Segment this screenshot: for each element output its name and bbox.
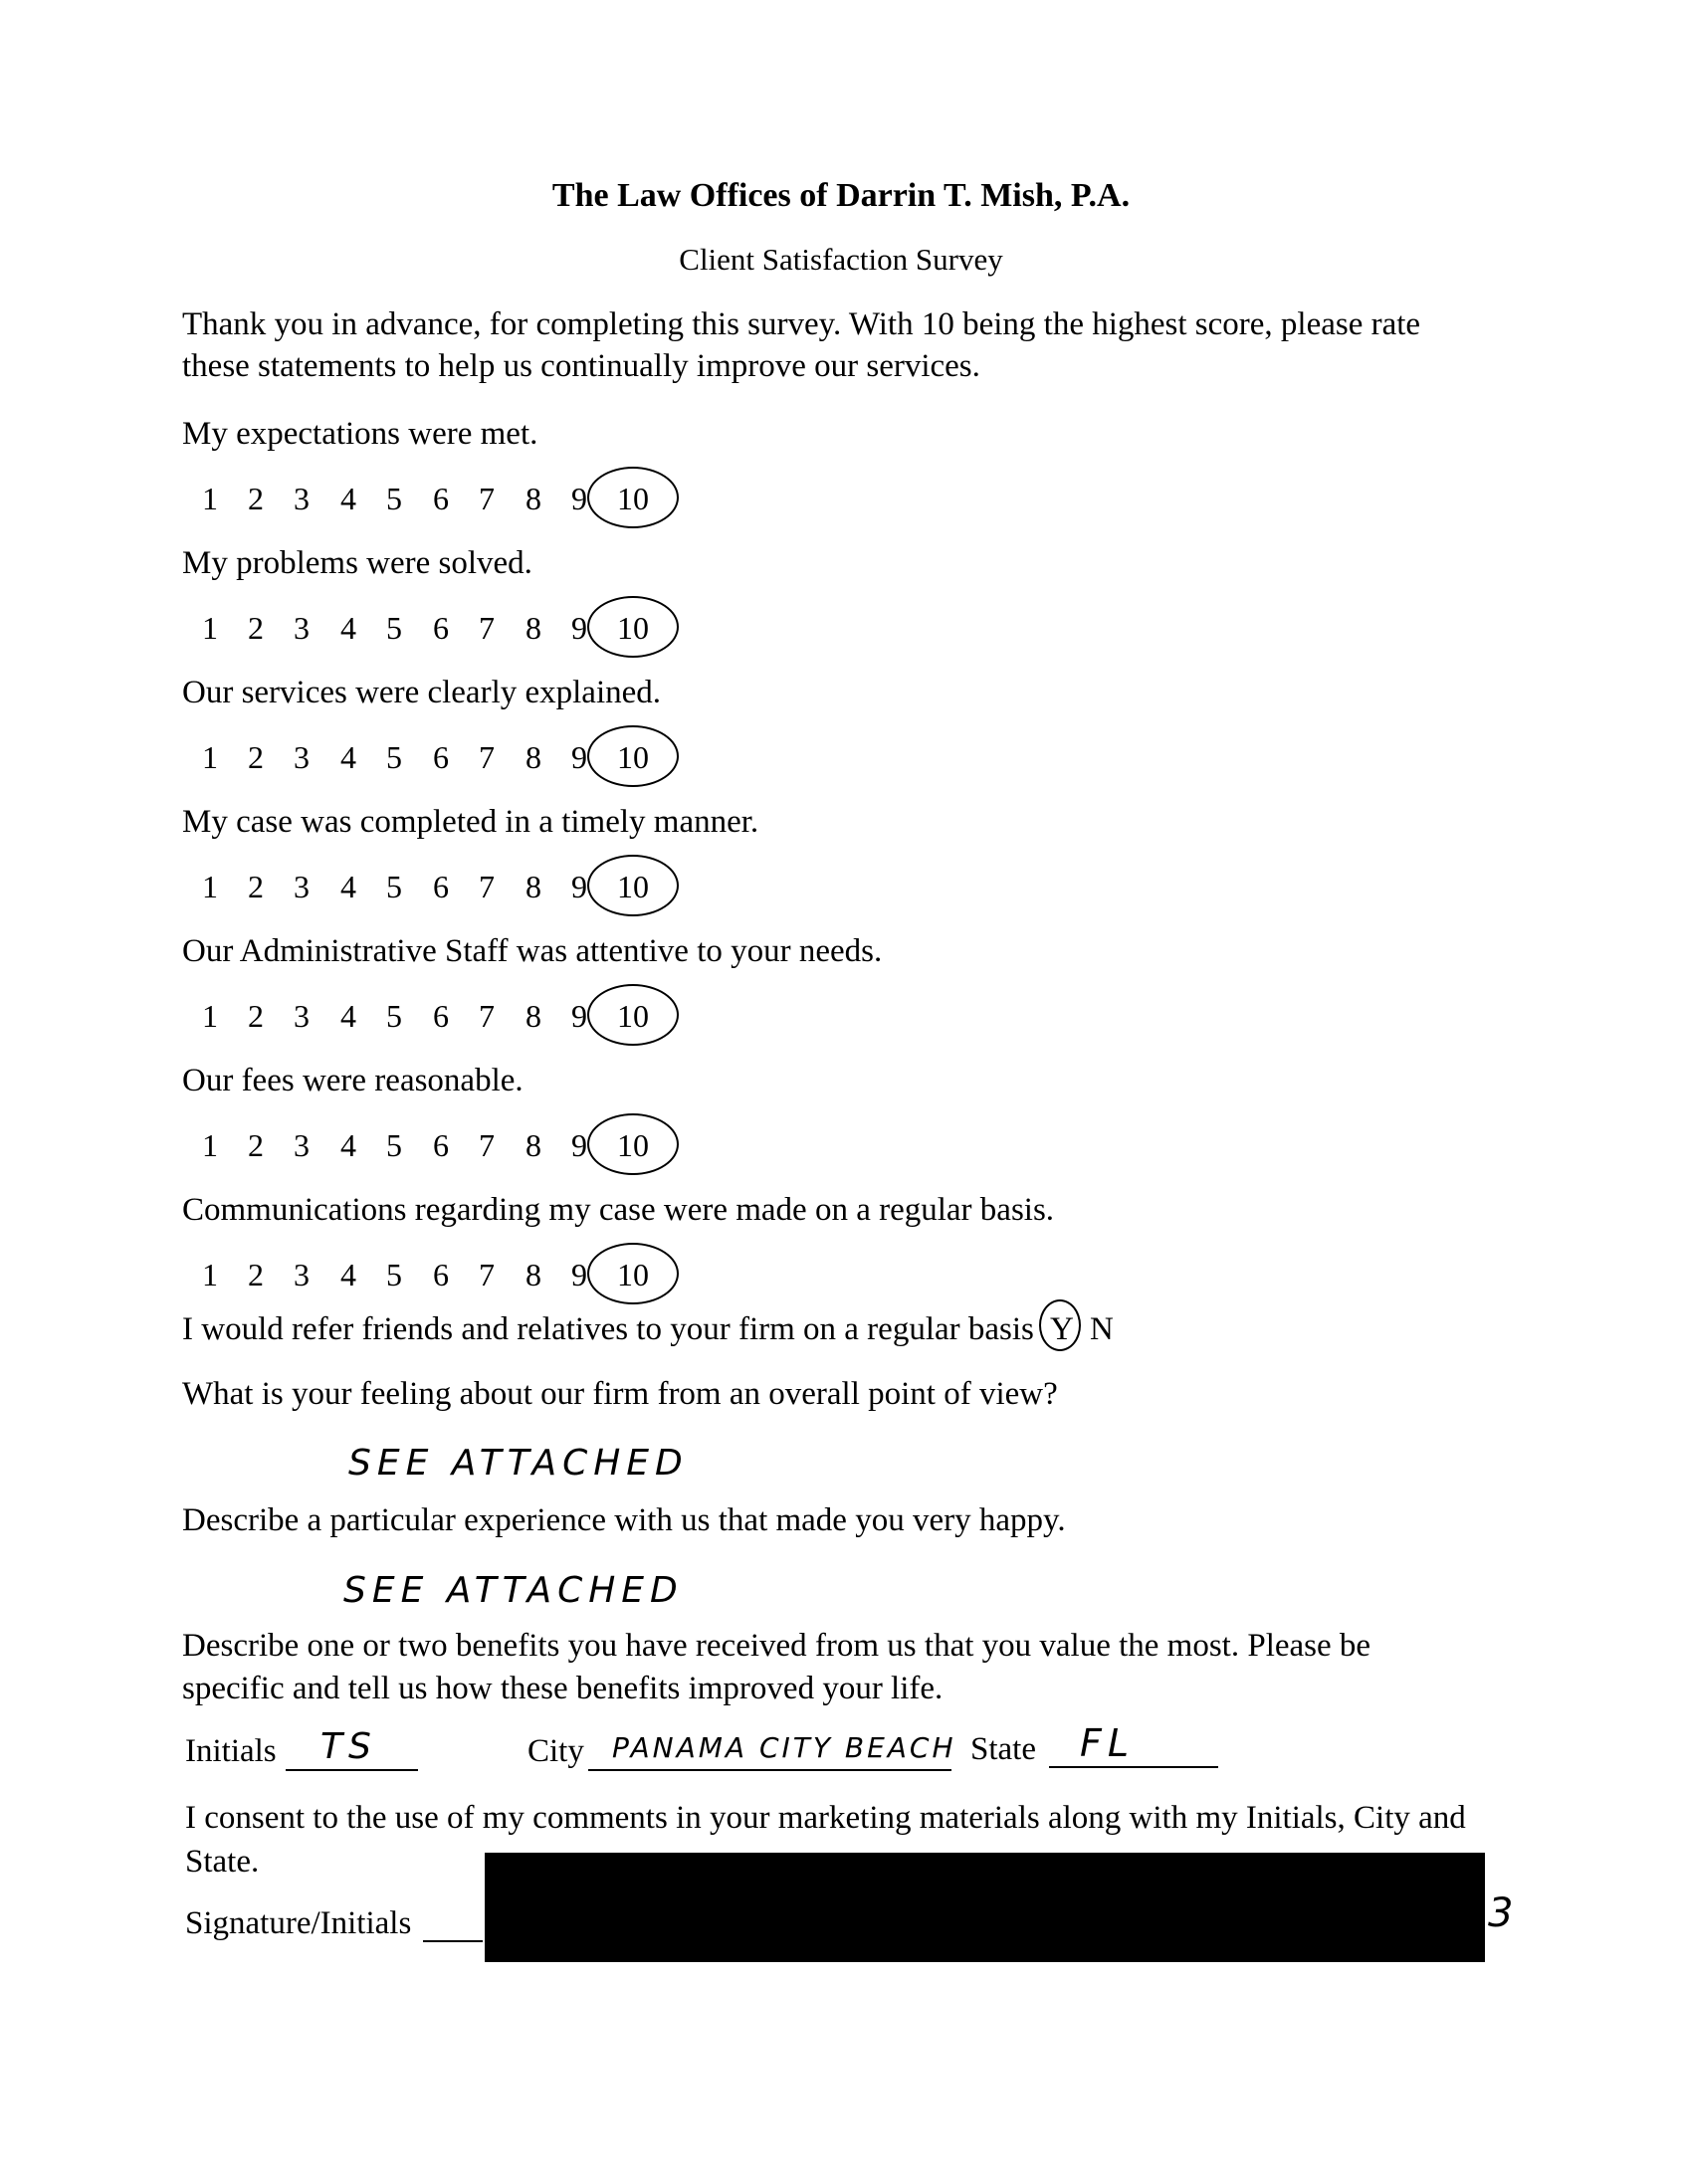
rating-option-6[interactable]: 6: [433, 869, 449, 904]
signature-trailing-mark: 3: [1488, 1890, 1520, 1936]
rating-option-8[interactable]: 8: [526, 481, 541, 516]
rating-scale: [195, 998, 713, 1038]
rating-option-3[interactable]: 3: [294, 1127, 310, 1163]
state-field[interactable]: [1049, 1766, 1218, 1768]
rating-option-6[interactable]: 6: [433, 481, 449, 516]
survey-subtitle: Client Satisfaction Survey: [679, 242, 1003, 277]
rating-option-6[interactable]: 6: [433, 610, 449, 646]
rating-option-10[interactable]: 10: [617, 610, 649, 646]
rating-scale: [195, 1257, 713, 1296]
question-text: Our services were clearly explained.: [182, 675, 662, 710]
rating-option-7[interactable]: 7: [479, 610, 495, 646]
rating-option-2[interactable]: 2: [248, 481, 264, 516]
rating-option-6[interactable]: 6: [433, 1257, 449, 1292]
rating-option-4[interactable]: 4: [340, 739, 356, 775]
selected-rating-circle: [587, 467, 679, 528]
rating-option-9[interactable]: 9: [571, 1257, 587, 1292]
rating-option-9[interactable]: 9: [571, 998, 587, 1034]
rating-option-6[interactable]: 6: [433, 739, 449, 775]
city-label: City: [527, 1733, 584, 1769]
rating-option-5[interactable]: 5: [386, 1127, 402, 1163]
city-field[interactable]: [588, 1769, 951, 1771]
open-question-1: What is your feeling about our firm from an overall point of view?: [182, 1376, 1058, 1412]
question-text: My problems were solved.: [182, 545, 532, 581]
rating-option-10[interactable]: 10: [617, 1127, 649, 1163]
rating-option-10[interactable]: 10: [617, 481, 649, 516]
rating-option-10[interactable]: 10: [617, 1257, 649, 1292]
rating-option-3[interactable]: 3: [294, 481, 310, 516]
selected-rating-circle: [587, 855, 679, 916]
rating-option-2[interactable]: 2: [248, 1257, 264, 1292]
question-text: Our Administrative Staff was attentive to your needs.: [182, 933, 883, 969]
rating-option-7[interactable]: 7: [479, 869, 495, 904]
rating-option-1[interactable]: 1: [202, 739, 218, 775]
rating-option-2[interactable]: 2: [248, 998, 264, 1034]
rating-option-7[interactable]: 7: [479, 739, 495, 775]
rating-option-1[interactable]: 1: [202, 998, 218, 1034]
rating-option-9[interactable]: 9: [571, 610, 587, 646]
refer-question: [182, 1311, 1034, 1348]
refer-no-label: N: [1090, 1311, 1114, 1347]
rating-option-1[interactable]: 1: [202, 869, 218, 904]
rating-option-7[interactable]: 7: [479, 1127, 495, 1163]
rating-option-4[interactable]: 4: [340, 998, 356, 1034]
rating-option-9[interactable]: 9: [571, 869, 587, 904]
rating-option-9[interactable]: 9: [571, 739, 587, 775]
rating-option-8[interactable]: 8: [526, 1127, 541, 1163]
selected-rating-circle: [587, 725, 679, 787]
city-value: PANAMA CITY BEACH: [612, 1731, 956, 1764]
refer-no-option[interactable]: [1090, 1311, 1114, 1348]
rating-option-4[interactable]: 4: [340, 1257, 356, 1292]
rating-option-3[interactable]: 3: [294, 998, 310, 1034]
rating-option-2[interactable]: 2: [248, 869, 264, 904]
initials-label: Initials: [185, 1733, 277, 1769]
state-value: FL: [1080, 1721, 1136, 1765]
rating-option-5[interactable]: 5: [386, 1257, 402, 1292]
rating-option-9[interactable]: 9: [571, 481, 587, 516]
question-text: My expectations were met.: [182, 416, 538, 452]
question-text: Our fees were reasonable.: [182, 1063, 524, 1098]
selected-rating-circle: [587, 984, 679, 1046]
initials-field[interactable]: [286, 1769, 418, 1771]
rating-option-3[interactable]: 3: [294, 869, 310, 904]
open-answer-2[interactable]: SEE ATTACHED: [343, 1570, 684, 1611]
rating-option-8[interactable]: 8: [526, 998, 541, 1034]
rating-option-4[interactable]: 4: [340, 610, 356, 646]
rating-option-7[interactable]: 7: [479, 1257, 495, 1292]
consent-text: I consent to the use of my comments in your marketing materials along with my Initials, City and State.: [185, 1800, 1466, 1880]
signature-field[interactable]: [423, 1940, 483, 1942]
question-text: Communications regarding my case were made on a regular basis.: [182, 1192, 1055, 1228]
rating-option-5[interactable]: 5: [386, 610, 402, 646]
rating-option-6[interactable]: 6: [433, 998, 449, 1034]
rating-option-7[interactable]: 7: [479, 481, 495, 516]
rating-scale: [195, 869, 713, 908]
rating-option-1[interactable]: 1: [202, 1127, 218, 1163]
rating-option-1[interactable]: 1: [202, 481, 218, 516]
rating-option-2[interactable]: 2: [248, 610, 264, 646]
rating-option-3[interactable]: 3: [294, 739, 310, 775]
refer-yes-circle: [1039, 1299, 1081, 1351]
intro-text: Thank you in advance, for completing this survey. With 10 being the highest score, please rate these statements to help us continually improve our services.: [182, 306, 1421, 384]
rating-scale: [195, 1127, 713, 1167]
selected-rating-circle: [587, 1113, 679, 1175]
selected-rating-circle: [587, 1243, 679, 1304]
rating-option-5[interactable]: 5: [386, 481, 402, 516]
survey-title: The Law Offices of Darrin T. Mish, P.A.: [551, 177, 1131, 214]
rating-option-5[interactable]: 5: [386, 998, 402, 1034]
rating-option-1[interactable]: 1: [202, 610, 218, 646]
rating-option-10[interactable]: 10: [617, 869, 649, 904]
rating-scale: [195, 481, 713, 520]
rating-option-10[interactable]: 10: [617, 739, 649, 775]
rating-option-4[interactable]: 4: [340, 1127, 356, 1163]
rating-option-6[interactable]: 6: [433, 1127, 449, 1163]
open-answer-1[interactable]: SEE ATTACHED: [348, 1443, 689, 1484]
rating-option-2[interactable]: 2: [248, 739, 264, 775]
rating-option-8[interactable]: 8: [526, 739, 541, 775]
signature-label: Signature/Initials: [185, 1905, 412, 1941]
refer-text: I would refer friends and relatives to your firm on a regular basis: [182, 1311, 1034, 1347]
selected-rating-circle: [587, 596, 679, 658]
rating-option-3[interactable]: 3: [294, 610, 310, 646]
rating-option-4[interactable]: 4: [340, 869, 356, 904]
open-question-2: Describe a particular experience with us that made you very happy.: [182, 1502, 1066, 1538]
state-label: State: [970, 1731, 1036, 1767]
rating-option-2[interactable]: 2: [248, 1127, 264, 1163]
refer-yes-label: Y: [1050, 1311, 1074, 1347]
rating-scale: [195, 610, 713, 650]
rating-option-10[interactable]: 10: [617, 998, 649, 1034]
rating-option-1[interactable]: 1: [202, 1257, 218, 1292]
rating-option-8[interactable]: 8: [526, 869, 541, 904]
rating-option-7[interactable]: 7: [479, 998, 495, 1034]
rating-scale: [195, 739, 713, 779]
rating-option-4[interactable]: 4: [340, 481, 356, 516]
rating-option-3[interactable]: 3: [294, 1257, 310, 1292]
rating-option-8[interactable]: 8: [526, 1257, 541, 1292]
initials-value: TS: [320, 1726, 377, 1767]
rating-option-5[interactable]: 5: [386, 739, 402, 775]
rating-option-5[interactable]: 5: [386, 869, 402, 904]
question-text: My case was completed in a timely manner.: [182, 804, 759, 840]
open-question-3: Describe one or two benefits you have received from us that you value the most. Please be specific and tell us how these benefits improved your life.: [182, 1628, 1371, 1706]
redaction-block: [485, 1853, 1485, 1962]
rating-option-8[interactable]: 8: [526, 610, 541, 646]
rating-option-9[interactable]: 9: [571, 1127, 587, 1163]
